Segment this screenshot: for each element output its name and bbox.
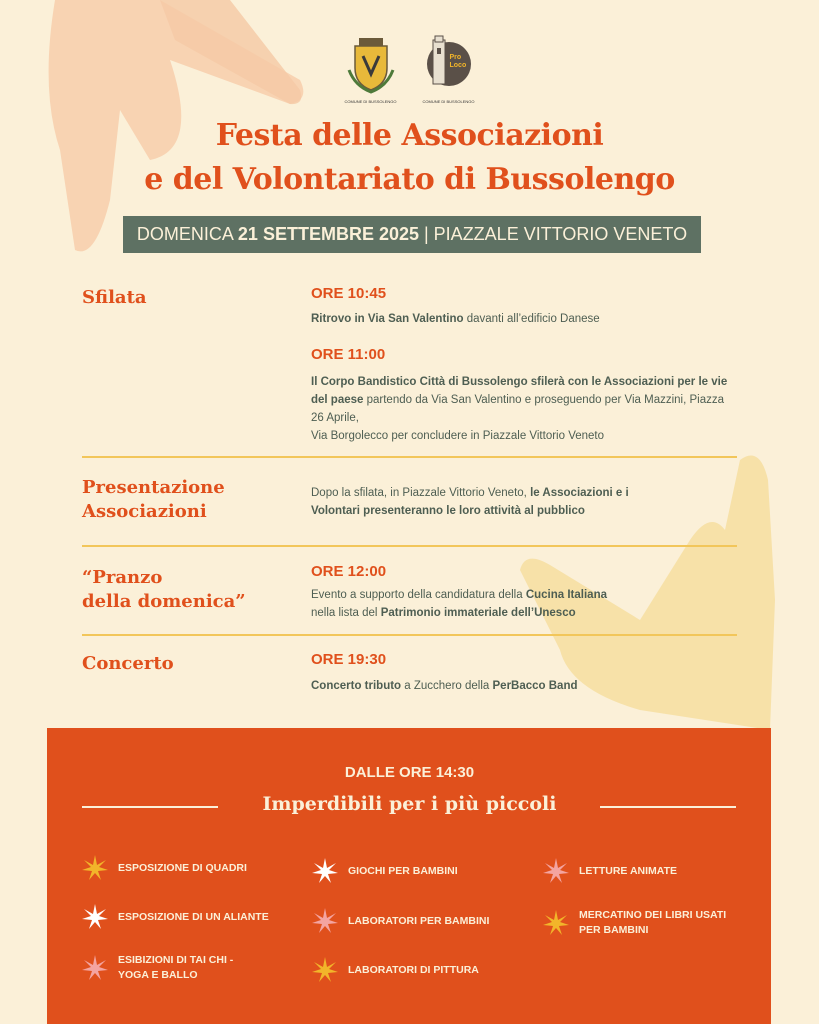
kids-item [312, 908, 489, 934]
sparkle-icon [543, 858, 569, 884]
sfilata-desc-2-rest: partendo da Via San Valentino e proseguendo per Via Mazzini, Piazza 26 Aprile, [311, 394, 724, 424]
section-title-presentazione [82, 476, 225, 524]
kids-item-label-line1: MERCATINO DEI LIBRI USATI [579, 909, 727, 921]
presentazione-title-line2: Associazioni [82, 501, 207, 522]
kids-item [312, 858, 458, 884]
kids-title: Imperdibili per i più piccoli [262, 793, 557, 815]
kids-item [82, 953, 233, 983]
section-title-sfilata: Sfilata [82, 287, 147, 308]
pro-loco-logo-text: Pro Loco [449, 54, 467, 69]
kids-item-label: LABORATORI DI PITTURA [348, 963, 479, 976]
pro-loco-logo-caption: COMUNE DI BUSSOLENGO [422, 99, 475, 104]
title-line-2: e del Volontariato di Bussolengo [144, 162, 675, 197]
pranzo-title-line2: della domenica” [82, 591, 246, 612]
divider [82, 634, 737, 636]
sparkle-icon [312, 957, 338, 983]
date-location-band [123, 216, 701, 253]
comune-crest-logo [344, 34, 397, 104]
concerto-desc-a: Concerto tributo [311, 680, 402, 692]
time-12-00: ORE 12:00 [311, 563, 387, 580]
kids-item [82, 855, 247, 881]
comune-logo-caption: COMUNE DI BUSSOLENGO [344, 99, 397, 104]
kids-item-label-line1: ESIBIZIONI DI TAI CHI - [118, 954, 234, 966]
pranzo-desc [311, 586, 731, 622]
date-bold: 21 SETTEMBRE 2025 [237, 224, 419, 244]
time-10-45: ORE 10:45 [311, 285, 387, 302]
sfilata-desc-1-bold: Ritrovo in Via San Valentino [311, 313, 464, 325]
page-title [0, 114, 819, 202]
divider [82, 545, 737, 547]
kids-title-line-left [82, 806, 218, 808]
kids-item-label-line2: YOGA E BALLO [118, 969, 198, 981]
concerto-desc-c: PerBacco Band [492, 680, 578, 692]
kids-item-label [118, 953, 233, 983]
sparkle-icon [312, 908, 338, 934]
pranzo-desc-a: Evento a supporto della candidatura della [311, 589, 526, 601]
divider [82, 456, 737, 458]
presentazione-title-line1: Presentazione [82, 477, 225, 498]
kids-item-label: LETTURE ANIMATE [579, 864, 677, 877]
kids-item-label: LABORATORI PER BAMBINI [348, 914, 490, 927]
kids-item [543, 858, 677, 884]
time-11-00: ORE 11:00 [311, 346, 386, 363]
sparkle-icon [543, 910, 569, 936]
time-19-30: ORE 19:30 [311, 651, 387, 668]
kids-item [82, 904, 269, 930]
sparkle-icon [312, 858, 338, 884]
kids-time: DALLE ORE 14:30 [344, 764, 475, 781]
kids-item [312, 957, 479, 983]
kids-item-label: ESPOSIZIONE DI QUADRI [118, 861, 247, 874]
sfilata-desc-1-rest: davanti all’edificio Danese [463, 313, 600, 325]
concerto-desc-b: a Zucchero della [401, 680, 493, 692]
pranzo-desc-d: Patrimonio immateriale dell’Unesco [380, 607, 576, 619]
kids-item-label: GIOCHI PER BAMBINI [348, 864, 458, 877]
date-location: | PIAZZALE VITTORIO VENETO [419, 224, 688, 244]
section-title-pranzo [82, 566, 246, 614]
title-line-1: Festa delle Associazioni [215, 118, 604, 153]
presentazione-desc-rest: Dopo la sfilata, in Piazzale Vittorio Veneto, [311, 487, 531, 499]
sfilata-desc-2-bold: Il Corpo Bandistico Città di Bussolengo sfilerà con le Associazioni per le vie del paese [311, 376, 728, 406]
sfilata-desc-1 [311, 310, 731, 328]
pranzo-desc-b: Cucina Italiana [525, 589, 607, 601]
presentazione-desc [311, 484, 656, 520]
sparkle-icon [82, 955, 108, 981]
kids-title-line-right [600, 806, 736, 808]
section-title-concerto: Concerto [82, 653, 174, 674]
kids-item-label: ESPOSIZIONE DI UN ALIANTE [118, 910, 269, 923]
presentazione-desc-bold: le Associazioni e i Volontari presenteranno le loro attività al pubblico [311, 487, 629, 517]
kids-item-label-line2: PER BAMBINI [579, 924, 649, 936]
sparkle-icon [82, 904, 108, 930]
kids-item [543, 908, 726, 938]
pranzo-desc-c: nella lista del [311, 607, 381, 619]
sfilata-desc-2 [311, 373, 731, 445]
concerto-desc [311, 677, 731, 695]
pro-loco-logo [422, 34, 475, 104]
pranzo-title-line1: “Pranzo [82, 567, 163, 588]
date-prefix: DOMENICA [136, 224, 238, 244]
kids-item-label [579, 908, 726, 938]
sparkle-icon [82, 855, 108, 881]
sfilata-desc-2-line3: Via Borgolecco per concludere in Piazzale Vittorio Veneto [311, 430, 605, 442]
